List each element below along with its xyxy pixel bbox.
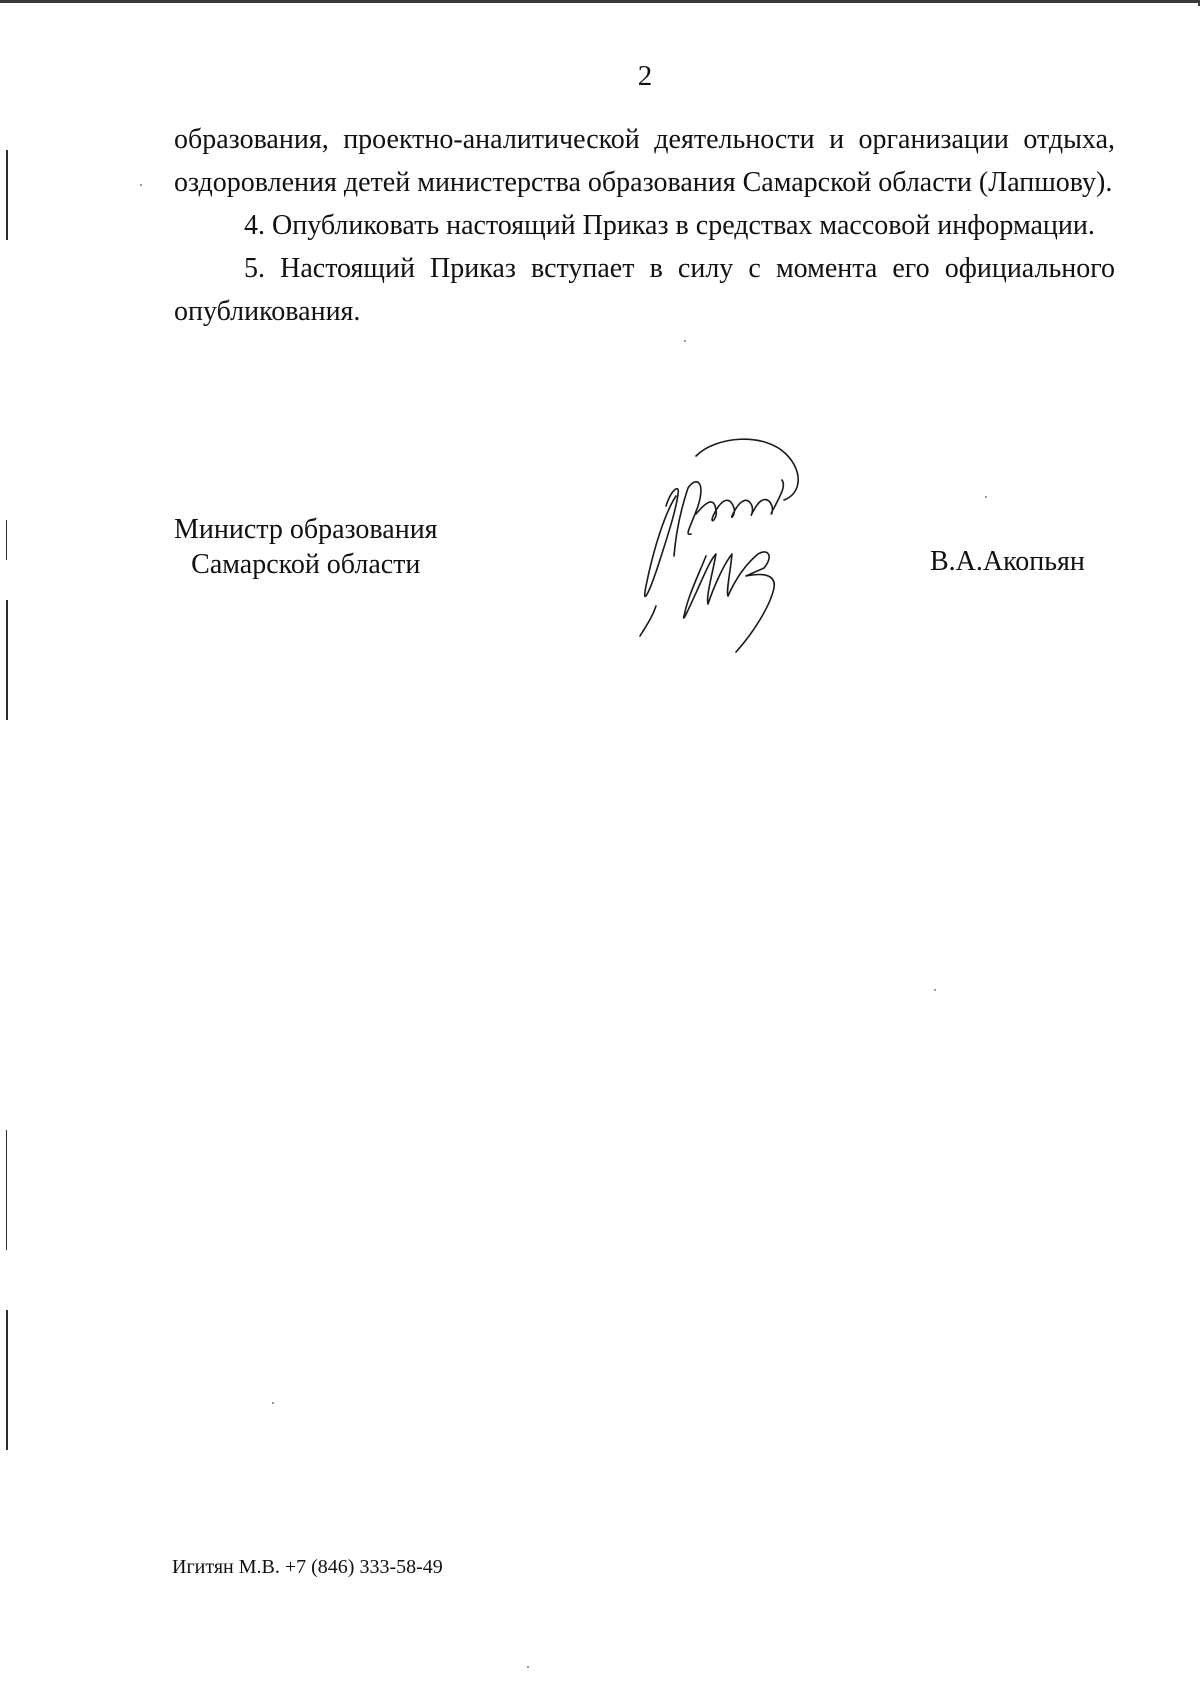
paragraph-item-5: 5. Настоящий Приказ вступает в силу с момента его официального опубликования. (174, 253, 1115, 327)
page-number: 2 (637, 60, 653, 92)
scan-speck (140, 184, 142, 186)
scan-speck (934, 989, 936, 991)
paragraph-continuation: образования, проектно-аналитической деятельности и организации отдыха, оздоровления детей министерства образования Самарской области (Лапшову). (174, 124, 1115, 198)
scan-left-edge-mark (6, 1130, 7, 1250)
scan-left-edge-mark (6, 150, 8, 240)
signatory-title-line-1: Министр образования (174, 514, 438, 545)
scan-left-edge-mark (6, 600, 8, 720)
document-body (174, 118, 1115, 333)
executor-contact: Игитян М.В. +7 (846) 333-58-49 (172, 1556, 443, 1578)
signatory-title (174, 512, 438, 582)
signatory-title-line-2: Самарской области (191, 549, 421, 580)
scan-speck (527, 1666, 529, 1668)
paragraph-item-4: 4. Опубликовать настоящий Приказ в средствах массовой информации. (244, 210, 1095, 241)
minister-name: В.А.Акопьян (930, 546, 1085, 577)
scan-speck (985, 496, 987, 498)
scan-left-edge-mark (6, 1310, 8, 1450)
scan-top-border (0, 0, 1200, 3)
scan-speck (272, 1402, 274, 1404)
scan-speck (684, 340, 686, 342)
handwritten-signature (636, 436, 836, 656)
scan-left-edge-mark (6, 520, 7, 560)
